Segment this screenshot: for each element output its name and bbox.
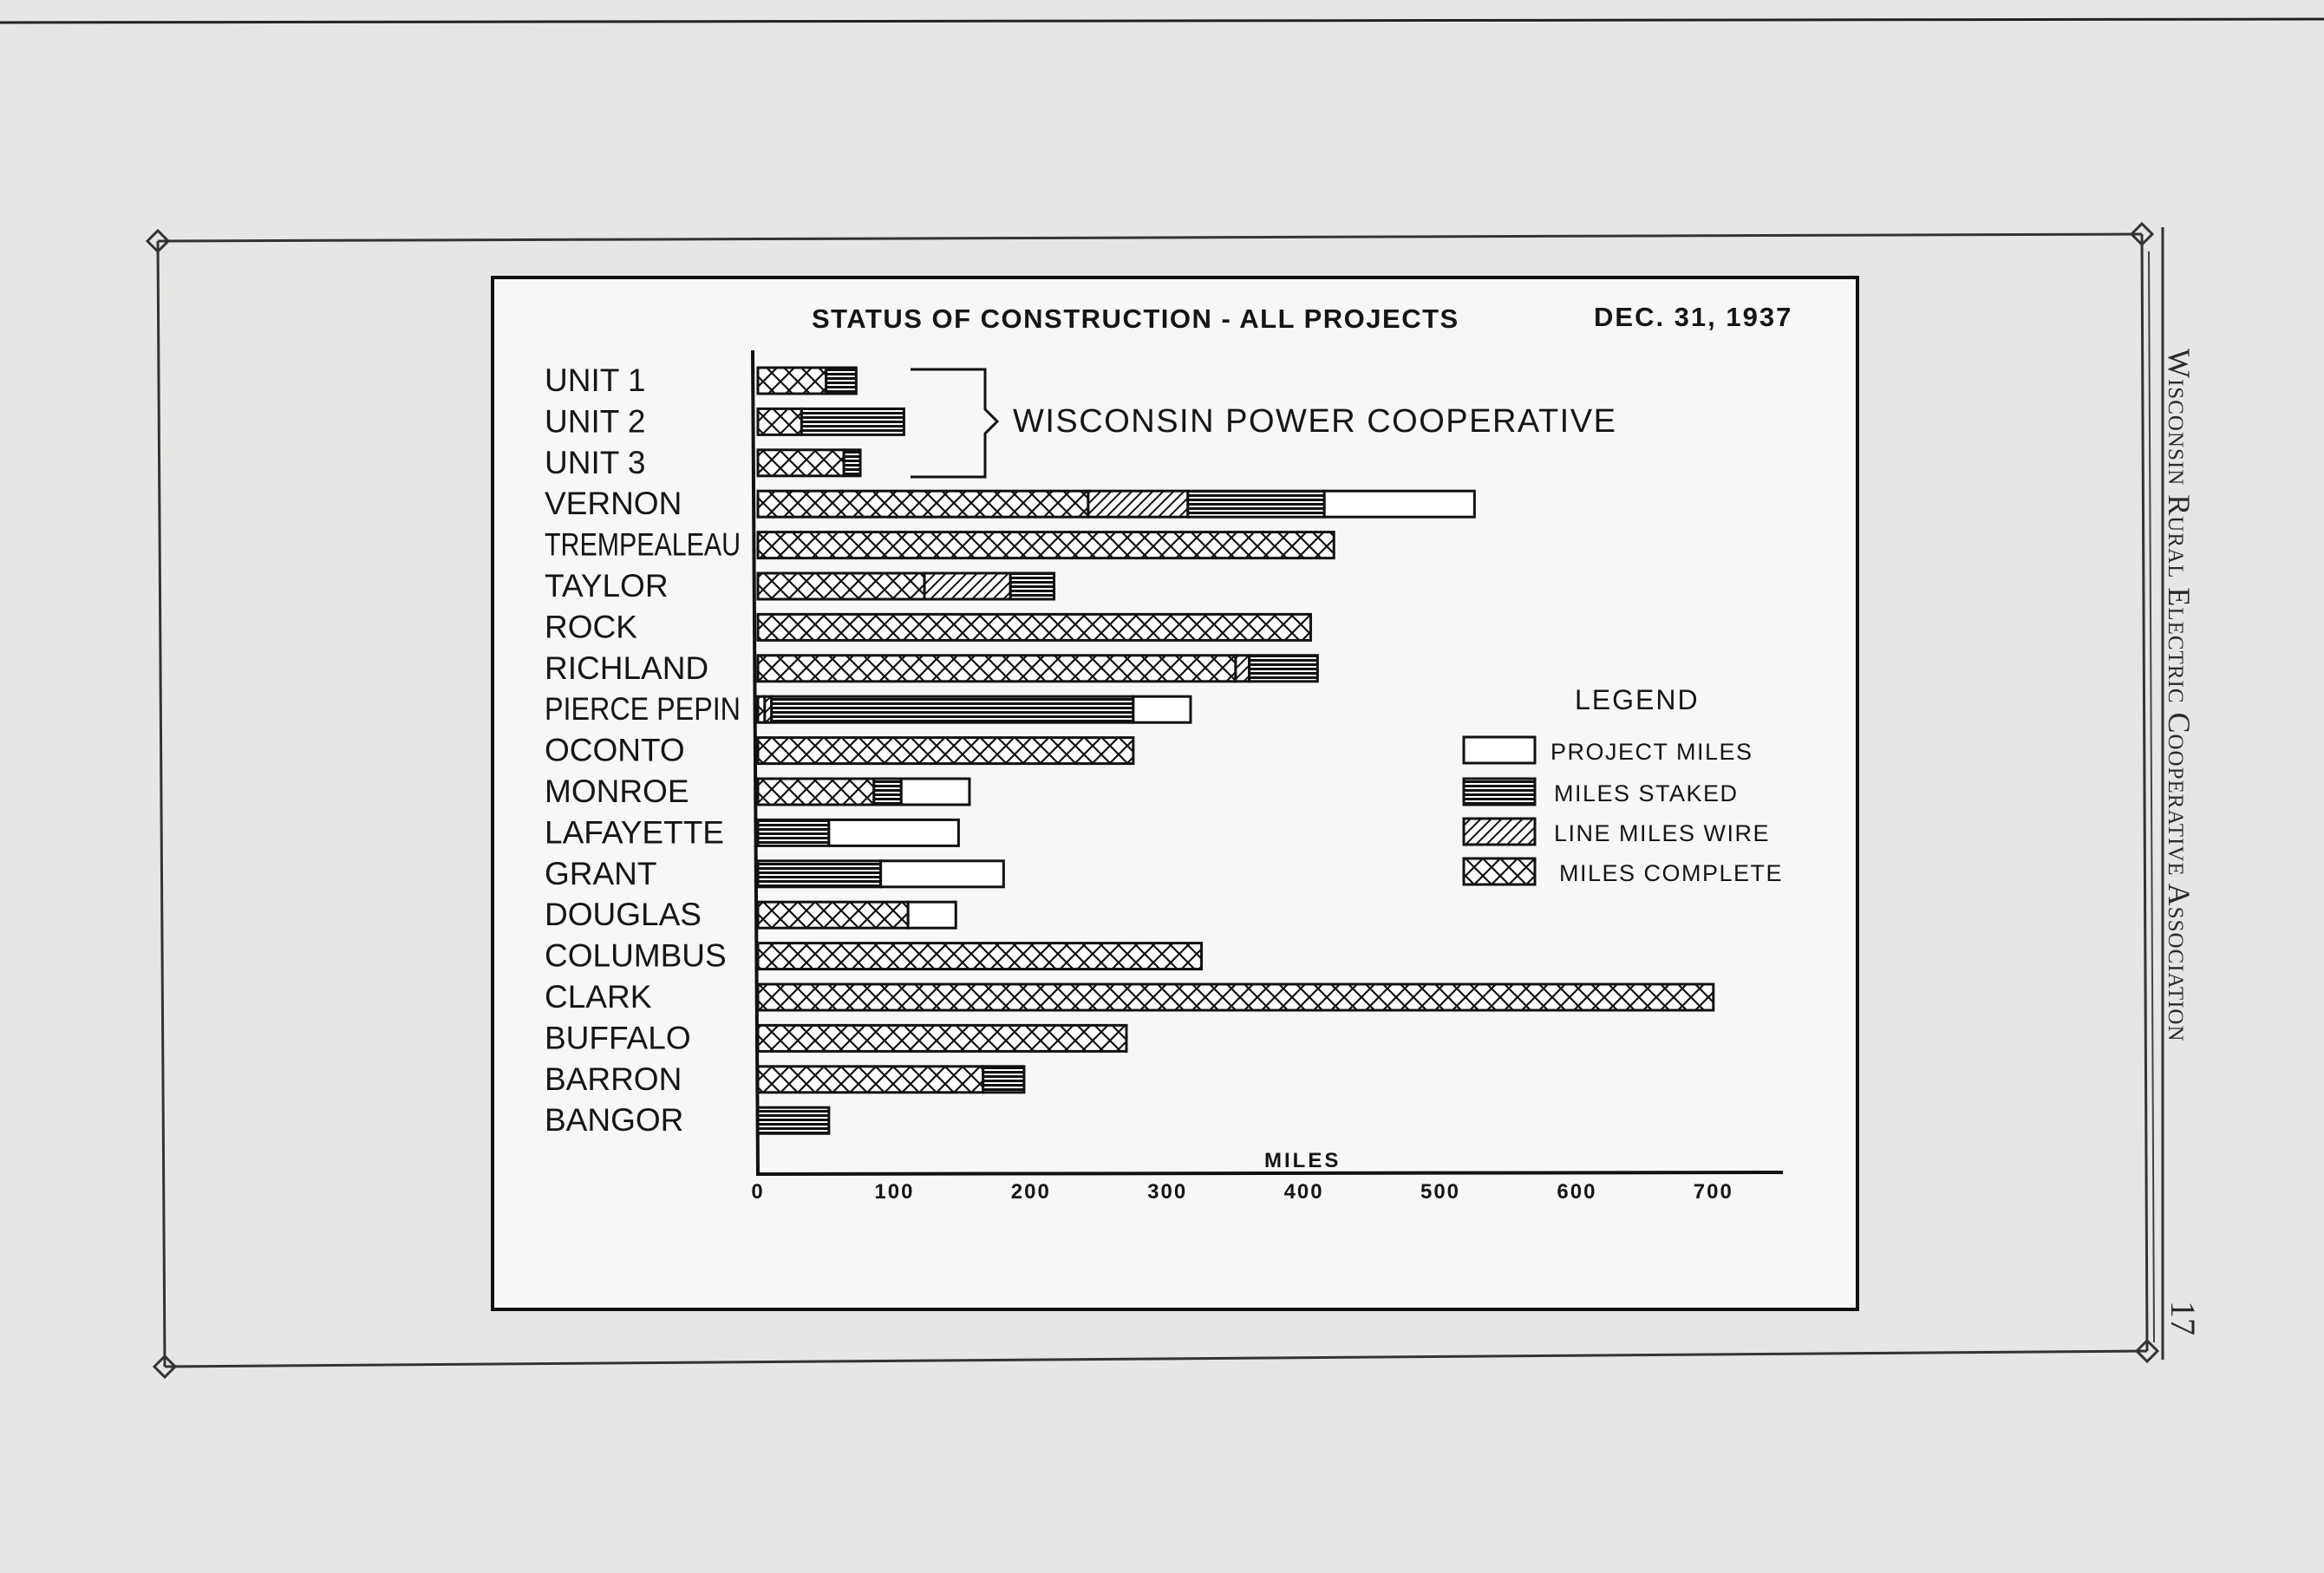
x-axis-title: MILES [1264, 1149, 1342, 1172]
legend-label-line-miles-wire: LINE MILES WIRE [1554, 820, 1771, 846]
x-axis-line [758, 1172, 1783, 1174]
bar-barron-miles-complete [758, 1067, 983, 1093]
bar-grant-project-miles [881, 861, 1004, 887]
x-tick-label-600: 600 [1557, 1180, 1597, 1204]
bar-monroe-miles-complete [758, 779, 874, 805]
category-label-columbus: COLUMBUS [545, 937, 727, 974]
bar-pierce-pepin-miles-staked [772, 696, 1133, 722]
category-label-clark: CLARK [545, 979, 652, 1015]
bar-unit-3-miles-staked [844, 450, 860, 476]
bar-columbus-miles-complete [758, 943, 1202, 969]
group-annotation-label: WISCONSIN POWER COOPERATIVE [1013, 403, 1617, 440]
bar-monroe-miles-staked [874, 779, 901, 805]
x-tick-label-500: 500 [1420, 1180, 1461, 1204]
bar-lafayette-project-miles [829, 819, 959, 845]
bar-unit-1-miles-staked [826, 368, 857, 394]
bar-taylor-miles-staked [1010, 573, 1054, 599]
legend-label-project-miles: PROJECT MILES [1550, 739, 1753, 765]
category-label-unit-1: UNIT 1 [545, 362, 646, 398]
category-label-buffalo: BUFFALO [545, 1020, 691, 1056]
bar-taylor-miles-complete [758, 573, 924, 599]
bar-taylor-line-miles-wire [924, 573, 1010, 599]
bar-rock-miles-complete [758, 614, 1310, 640]
bar-unit-1-miles-complete [758, 368, 826, 394]
category-label-rock: ROCK [545, 609, 637, 645]
bar-unit-3-miles-complete [758, 450, 844, 476]
bar-trempealeau-miles-complete [758, 532, 1334, 558]
bar-clark-miles-complete [758, 984, 1714, 1010]
bar-unit-2-miles-complete [758, 408, 801, 434]
bar-richland-miles-staked [1250, 656, 1318, 682]
bar-buffalo-miles-complete [758, 1025, 1126, 1051]
category-label-pierce-pepin: PIERCE PEPIN [545, 691, 741, 728]
bar-grant-miles-staked [758, 861, 881, 887]
x-tick-label-700: 700 [1693, 1180, 1733, 1204]
category-label-trempealeau: TREMPEALEAU [545, 526, 741, 563]
category-label-richland: RICHLAND [545, 649, 709, 686]
x-tick-label-100: 100 [874, 1180, 915, 1204]
bar-bangor-miles-staked [758, 1107, 829, 1133]
category-label-unit-2: UNIT 2 [545, 403, 646, 440]
legend-swatch-line-miles-wire [1464, 819, 1535, 845]
bar-vernon-miles-staked [1188, 491, 1324, 517]
page-number: 17 [2164, 1301, 2203, 1335]
bar-unit-2-miles-staked [801, 408, 904, 434]
bar-richland-line-miles-wire [1236, 656, 1250, 682]
category-label-lafayette: LAFAYETTE [545, 814, 724, 851]
x-tick-label-200: 200 [1010, 1180, 1051, 1204]
x-tick-label-300: 300 [1147, 1180, 1188, 1204]
x-tick-label-0: 0 [751, 1180, 765, 1204]
chart-date: DEC. 31, 1937 [1594, 302, 1793, 332]
bar-richland-miles-complete [758, 656, 1236, 682]
chart-title: STATUS OF CONSTRUCTION - ALL PROJECTS [812, 304, 1459, 334]
running-head: Wisconsin Rural Electric Cooperative Association [2162, 349, 2197, 1042]
legend-title: LEGEND [1575, 684, 1700, 715]
category-label-grant: GRANT [545, 855, 657, 891]
category-label-monroe: MONROE [545, 773, 689, 809]
legend-swatch-miles-complete [1464, 858, 1535, 884]
legend-swatch-project-miles [1464, 737, 1535, 763]
bar-vernon-project-miles [1324, 491, 1474, 517]
legend-label-miles-staked: MILES STAKED [1554, 780, 1739, 806]
bar-lafayette-miles-staked [758, 819, 829, 845]
bar-douglas-project-miles [908, 902, 956, 928]
bar-vernon-miles-complete [758, 491, 1088, 517]
legend-swatch-miles-staked [1464, 779, 1535, 805]
legend-label-miles-complete: MILES COMPLETE [1559, 860, 1784, 886]
category-label-unit-3: UNIT 3 [545, 444, 646, 480]
category-label-bangor: BANGOR [545, 1102, 684, 1139]
bar-pierce-pepin-project-miles [1133, 696, 1191, 722]
bar-vernon-line-miles-wire [1088, 491, 1188, 517]
category-label-taylor: TAYLOR [545, 568, 669, 604]
bar-douglas-miles-complete [758, 902, 908, 928]
bar-monroe-project-miles [901, 779, 969, 805]
bar-oconto-miles-complete [758, 738, 1133, 764]
category-label-oconto: OCONTO [545, 732, 685, 768]
category-label-vernon: VERNON [545, 486, 682, 522]
category-label-barron: BARRON [545, 1061, 682, 1097]
bar-barron-miles-staked [983, 1067, 1024, 1093]
x-tick-label-400: 400 [1283, 1180, 1324, 1204]
category-label-douglas: DOUGLAS [545, 897, 702, 933]
